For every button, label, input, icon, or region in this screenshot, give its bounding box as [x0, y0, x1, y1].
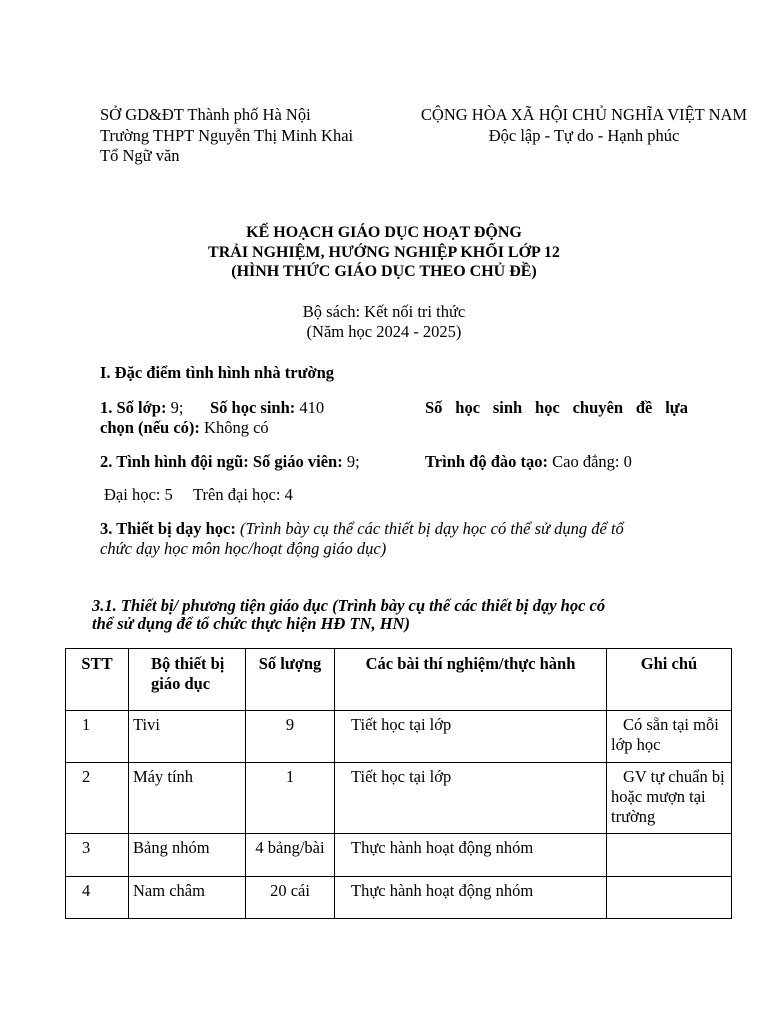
- students-label: Số học sinh:: [210, 398, 296, 417]
- cell-equipment: Bảng nhóm: [129, 834, 246, 877]
- item3-line1: [100, 519, 624, 539]
- header-right: [400, 105, 768, 146]
- cell-quantity: 1: [246, 763, 335, 834]
- cell-quantity: 4 bảng/bài: [246, 834, 335, 877]
- special-label-cont: chọn (nếu có):: [100, 418, 200, 437]
- table-row: [66, 763, 732, 834]
- table-row: [66, 834, 732, 877]
- teachers-value: 9;: [342, 452, 360, 471]
- title-line-2: TRẢI NGHIỆM, HƯỚNG NGHIỆP KHỐI LỚP 12: [208, 243, 560, 261]
- cell-activity: Thực hành hoạt động nhóm: [335, 834, 607, 877]
- title-line-3: (HÌNH THỨC GIÁO DỤC THEO CHỦ ĐỀ): [231, 263, 537, 280]
- word: học: [455, 398, 481, 417]
- table-row: [66, 711, 732, 763]
- word: học: [535, 398, 560, 417]
- equipment-table: [65, 648, 732, 919]
- department-name: SỞ GD&ĐT Thành phố Hà Nội: [100, 105, 311, 124]
- cell-activity: Tiết học tại lớp: [335, 711, 607, 763]
- book-series: Bộ sách: Kết nối tri thức: [302, 302, 466, 321]
- group-name: Tổ Ngữ văn: [100, 146, 180, 165]
- cell-equipment: Máy tính: [129, 763, 246, 834]
- teachers-label: Số giáo viên:: [248, 452, 343, 471]
- equipment-label: 3. Thiết bị dạy học:: [100, 519, 236, 538]
- item1-line1: [100, 398, 183, 418]
- item2-line2: Đại học: 5 Trên đại học: 4: [104, 485, 293, 504]
- header-stt: STT: [66, 649, 129, 711]
- item31-line1: 3.1. Thiết bị/ phương tiện giáo dục (Trình bày cụ thể các thiết bị dạy học có: [92, 596, 606, 615]
- cell-quantity: 20 cái: [246, 877, 335, 919]
- equipment-desc: (Trình bày cụ thể các thiết bị dạy học có thể sử dụng để tổ: [235, 519, 624, 538]
- national-motto: Độc lập - Tự do - Hạnh phúc: [488, 125, 680, 145]
- table-header-row: [66, 649, 732, 711]
- item3-line2: chức dạy học môn học/hoạt động giáo dục): [100, 539, 387, 558]
- word: đề: [635, 398, 653, 417]
- book-info: [0, 302, 768, 342]
- cell-stt: 4: [66, 877, 129, 919]
- cell-stt: 2: [66, 763, 129, 834]
- section-heading: I. Đặc điểm tình hình nhà trường: [100, 363, 335, 382]
- word: lựa: [665, 398, 688, 417]
- classes-label: 1. Số lớp:: [100, 398, 167, 417]
- item2-line1: [100, 452, 360, 472]
- cell-stt: 1: [66, 711, 129, 763]
- cell-note: [607, 877, 732, 919]
- cell-note: GV tự chuẩn bị hoặc mượn tại trường: [607, 763, 732, 834]
- classes-value: 9;: [166, 398, 184, 417]
- cell-equipment: Nam châm: [129, 877, 246, 919]
- students-info: [210, 398, 324, 418]
- cell-activity: Tiết học tại lớp: [335, 763, 607, 834]
- special-value: Không có: [199, 418, 269, 437]
- header-notes: Ghi chú: [607, 649, 732, 711]
- title-line-1: KẾ HOẠCH GIÁO DỤC HOẠT ĐỘNG: [246, 224, 522, 241]
- cell-equipment: Tivi: [129, 711, 246, 763]
- word: Số: [425, 398, 443, 417]
- document-title: [0, 223, 768, 282]
- staff-label: 2. Tình hình đội ngũ:: [100, 452, 249, 471]
- header-equipment: Bộ thiết bị giáo dục: [129, 649, 246, 711]
- cell-activity: Thực hành hoạt động nhóm: [335, 877, 607, 919]
- header-activities: Các bài thí nghiệm/thực hành: [335, 649, 607, 711]
- cell-note: Có sẵn tại mỗi lớp học: [607, 711, 732, 763]
- item1-line2: [100, 418, 269, 438]
- school-year: (Năm học 2024 - 2025): [306, 322, 462, 341]
- word: sinh: [492, 398, 523, 417]
- cell-note: [607, 834, 732, 877]
- level-label: Trình độ đào tạo:: [425, 452, 549, 471]
- word: chuyên: [572, 398, 624, 417]
- special-students-label: [425, 398, 688, 418]
- training-level: [425, 452, 632, 472]
- header-left: [100, 105, 353, 167]
- cell-quantity: 9: [246, 711, 335, 763]
- table-row: [66, 877, 732, 919]
- cell-stt: 3: [66, 834, 129, 877]
- item31-line2: thể sử dụng để tổ chức thực hiện HĐ TN, HN): [92, 614, 410, 633]
- national-title: CỘNG HÒA XÃ HỘI CHỦ NGHĨA VIỆT NAM: [420, 105, 748, 124]
- level-value: Cao đẳng: 0: [548, 452, 632, 471]
- header-quantity: Số lượng: [246, 649, 335, 711]
- school-name: Trường THPT Nguyễn Thị Minh Khai: [100, 125, 354, 145]
- students-value: 410: [295, 398, 325, 417]
